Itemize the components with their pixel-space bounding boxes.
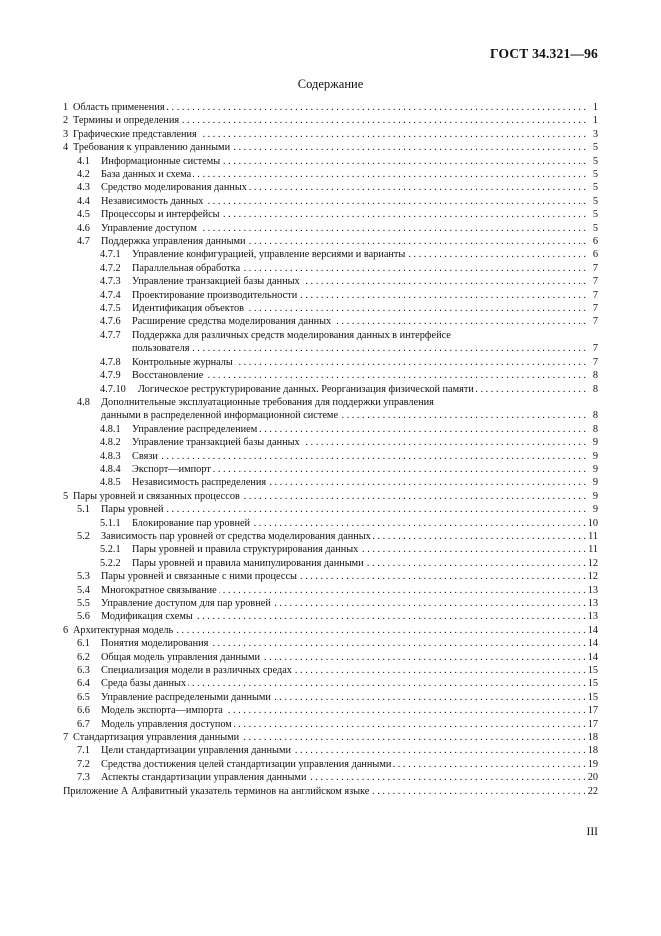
toc-leader-dots [232, 141, 586, 154]
toc-entry-page: 10 [587, 517, 598, 529]
toc-entry-page: 8 [592, 383, 598, 395]
toc-entry-number: 5.2 [77, 530, 90, 542]
toc-entry-title: Связи [132, 450, 158, 462]
toc-entry-page: 15 [587, 691, 598, 703]
toc-entry-title: Управление конфигурацией, управление версиями и варианты [132, 249, 406, 261]
toc-entry-number: 6.4 [77, 678, 90, 690]
toc-leader-dots [308, 771, 585, 784]
toc-entry-number: 5.1.1 [100, 517, 121, 529]
toc-entry[interactable] [63, 597, 598, 610]
toc-leader-dots [166, 503, 586, 516]
toc-entry-title: Независимость распределения [132, 477, 267, 489]
toc-leader-dots [193, 168, 586, 181]
toc-entry-page: 20 [587, 772, 598, 784]
toc-entry[interactable] [63, 369, 598, 382]
toc-entry-title: Архитектурная модель [73, 624, 174, 636]
toc-entry[interactable] [63, 155, 598, 168]
toc-entry-page: 22 [587, 785, 598, 797]
toc-entry-title: Требования к управлению данными [73, 142, 231, 154]
toc-entry-page: 1 [592, 115, 598, 127]
toc-entry[interactable] [63, 248, 598, 261]
toc-entry[interactable] [63, 450, 598, 463]
toc-entry-number: 5.4 [77, 584, 90, 596]
toc-entry-title: данными в распределенной информационной системе [101, 410, 339, 422]
toc-entry-number: 5 [63, 490, 69, 502]
toc-leader-dots [299, 570, 586, 583]
toc-entry[interactable] [63, 222, 598, 235]
toc-entry-number: 4.5 [77, 209, 90, 221]
toc-entry-title: Многократное связывание [101, 584, 217, 596]
toc-leader-dots [268, 476, 586, 489]
toc-leader-dots [262, 651, 586, 664]
toc-entry-title: Понятия моделирования [101, 638, 209, 650]
toc-entry[interactable] [63, 235, 598, 248]
toc-entry-page: 9 [592, 437, 598, 449]
toc-entry[interactable] [63, 423, 598, 436]
toc-entry[interactable] [63, 651, 598, 664]
toc-leader-dots [476, 383, 586, 396]
toc-entry-page: 12 [587, 571, 598, 583]
toc-entry[interactable] [63, 543, 598, 556]
toc-entry-number: 3 [63, 128, 69, 140]
toc-entry-page: 11 [588, 544, 598, 556]
toc-entry-page: 1 [592, 101, 598, 113]
toc-entry-title: Блокирование пар уровней [132, 517, 251, 529]
toc-leader-dots [302, 436, 586, 449]
toc-entry-number: 5.1 [77, 504, 90, 516]
toc-leader-dots [371, 785, 585, 798]
toc-entry-number: 5.6 [77, 611, 90, 623]
toc-entry[interactable] [63, 275, 598, 288]
toc-leader-dots [366, 557, 586, 570]
toc-entry[interactable] [63, 677, 598, 690]
toc-entry-number: 2 [63, 115, 69, 127]
toc-entry-title: Специализация модели в различных средах [101, 665, 292, 677]
toc-entry-page: 18 [587, 745, 598, 757]
toc-leader-dots [242, 490, 586, 503]
toc-entry-number: 4.1 [77, 155, 90, 167]
toc-entry-page: 5 [592, 155, 598, 167]
toc-leader-dots [160, 450, 586, 463]
table-of-contents [63, 101, 598, 798]
toc-entry-number: 4.7.3 [100, 276, 121, 288]
toc-leader-dots [188, 677, 586, 690]
toc-leader-dots [175, 624, 585, 637]
toc-entry-title: пользователя [132, 343, 190, 355]
toc-entry-title: Термины и определения [73, 115, 180, 127]
toc-entry-title: Логическое реструктурирование данных. Реорганизация физической памяти [138, 383, 474, 395]
toc-entry-title: Пары уровней и правила структурирования данных [132, 544, 359, 556]
toc-entry-number: 4.7.10 [100, 383, 126, 395]
toc-entry-number: 4.7.6 [100, 316, 121, 328]
toc-entry-number: 4.8.2 [100, 437, 121, 449]
toc-leader-dots [222, 155, 586, 168]
toc-entry-title: Общая модель управления данными [101, 651, 260, 663]
document-code: ГОСТ 34.321—96 [490, 46, 598, 61]
toc-entry-page: 9 [592, 490, 598, 502]
toc-entry[interactable] [63, 785, 598, 798]
toc-leader-dots [241, 731, 586, 744]
toc-entry-page: 5 [592, 142, 598, 154]
toc-entry-number: 4.7.4 [100, 289, 121, 301]
toc-entry-title: Расширение средства моделирования данных [132, 316, 332, 328]
toc-entry-number: 4.8.4 [100, 463, 121, 475]
toc-entry-title: Поддержка управления данными [101, 236, 246, 248]
toc-entry-page: 14 [587, 651, 598, 663]
toc-entry-title: Поддержка для различных средств моделирования данных в интерфейсе [132, 329, 451, 341]
toc-entry-number: 7.2 [77, 758, 90, 770]
toc-entry[interactable] [63, 610, 598, 623]
toc-entry[interactable] [63, 731, 598, 744]
toc-entry[interactable] [63, 302, 598, 315]
toc-entry-page: 12 [587, 557, 598, 569]
toc-entry-page: 8 [592, 410, 598, 422]
toc-entry[interactable] [63, 704, 598, 717]
toc-entry-title: Средство моделирования данных [101, 182, 247, 194]
toc-entry-page: 17 [587, 705, 598, 717]
toc-leader-dots [199, 128, 586, 141]
toc-entry-title: Графические представления [73, 128, 197, 140]
toc-entry-number: 4.8.3 [100, 450, 121, 462]
toc-leader-dots [259, 423, 586, 436]
toc-entry-number: 5.2.1 [100, 544, 121, 556]
toc-entry-page: 15 [587, 665, 598, 677]
toc-entry-page: 7 [592, 262, 598, 274]
toc-entry-page: 8 [592, 423, 598, 435]
toc-entry-page: 8 [592, 370, 598, 382]
toc-leader-dots [167, 101, 586, 114]
toc-entry[interactable] [63, 289, 598, 302]
toc-entry-page: 13 [587, 584, 598, 596]
toc-entry-title: Параллельная обработка [132, 262, 241, 274]
toc-entry[interactable] [63, 584, 598, 597]
toc-entry[interactable] [63, 181, 598, 194]
toc-leader-dots [213, 463, 586, 476]
toc-entry-title: Область применения [73, 101, 165, 113]
toc-entry-title: Независимость данных [101, 195, 204, 207]
toc-leader-dots [192, 342, 587, 355]
toc-leader-dots [273, 597, 586, 610]
toc-entry-title: Пары уровней и связанные с ними процессы [101, 571, 297, 583]
toc-entry-page: 7 [592, 276, 598, 288]
toc-entry-page: 9 [592, 463, 598, 475]
toc-entry[interactable] [63, 128, 598, 141]
toc-entry-page: 9 [592, 504, 598, 516]
toc-entry-title: Дополнительные эксплуатационные требования для поддержки управления [101, 396, 434, 408]
toc-leader-dots [252, 517, 586, 530]
toc-entry-page: 18 [587, 732, 598, 744]
toc-entry-number: 4 [63, 142, 69, 154]
toc-leader-dots [219, 584, 586, 597]
toc-entry-title: Пары уровней и связанных процессов [73, 490, 240, 502]
toc-entry-title: Модель экспорта—импорта [101, 705, 223, 717]
toc-entry-title: Управление транзакцией базы данных [132, 276, 300, 288]
toc-entry[interactable] [63, 168, 598, 181]
toc-leader-dots [273, 691, 586, 704]
toc-leader-dots [294, 664, 586, 677]
toc-entry[interactable] [63, 476, 598, 489]
toc-leader-dots [246, 302, 586, 315]
toc-entry-page: 7 [592, 343, 598, 355]
toc-entry[interactable] [63, 517, 598, 530]
toc-entry-title: Аспекты стандартизации управления данными [101, 772, 307, 784]
toc-entry-title: Цели стандартизации управления данными [101, 745, 291, 757]
toc-entry-title: Экспорт—импорт [132, 463, 211, 475]
toc-entry-title: Средства достижения целей стандартизации управления данными [101, 758, 392, 770]
toc-entry[interactable] [63, 624, 598, 637]
toc-entry-number: 4.7 [77, 236, 90, 248]
toc-entry-number: 1 [63, 101, 69, 113]
toc-entry[interactable] [63, 664, 598, 677]
toc-entry-number: 5.3 [77, 571, 90, 583]
toc-entry[interactable] [63, 771, 598, 784]
toc-entry-page: 7 [592, 356, 598, 368]
toc-entry-title: Стандартизация управления данными [73, 732, 240, 744]
toc-entry-title: Модель управления доступом [101, 718, 232, 730]
toc-leader-dots [234, 718, 586, 731]
toc-entry-number: 4.7.2 [100, 262, 121, 274]
toc-entry-number: 7.3 [77, 772, 90, 784]
toc-leader-dots [195, 610, 586, 623]
toc-entry-number: 5.2.2 [100, 557, 121, 569]
toc-entry-number: 4.7.9 [100, 370, 121, 382]
toc-entry-title: Пары уровней и правила манипулирования данными [132, 557, 364, 569]
toc-entry[interactable] [63, 114, 598, 127]
toc-entry[interactable] [63, 570, 598, 583]
toc-leader-dots [210, 637, 585, 650]
toc-entry-title: Зависимость пар уровней от средства моделирования данных [101, 530, 371, 542]
toc-entry-number: 4.6 [77, 222, 90, 234]
toc-leader-dots [302, 275, 586, 288]
toc-entry-title: Проектирование производительности [132, 289, 298, 301]
toc-leader-dots [205, 369, 586, 382]
toc-leader-dots [373, 530, 586, 543]
toc-leader-dots [205, 195, 586, 208]
toc-entry-number: 6.1 [77, 638, 90, 650]
toc-entry-title: Управление доступом для пар уровней [101, 598, 271, 610]
toc-leader-dots [340, 409, 586, 422]
toc-entry[interactable] [63, 490, 598, 503]
toc-entry[interactable] [63, 530, 598, 543]
toc-entry-page: 19 [587, 758, 598, 770]
toc-entry-number: 6.7 [77, 718, 90, 730]
toc-entry-page: 5 [592, 195, 598, 207]
toc-entry-number: 4.7.1 [100, 249, 121, 261]
toc-entry-page: 14 [587, 638, 598, 650]
toc-leader-dots [242, 262, 586, 275]
toc-entry-title: Управление транзакцией базы данных [132, 437, 300, 449]
toc-entry[interactable] [63, 503, 598, 516]
toc-entry[interactable] [63, 141, 598, 154]
toc-entry-page: 7 [592, 316, 598, 328]
toc-leader-dots [181, 114, 586, 127]
page-number: III [586, 826, 598, 838]
toc-entry-title: Информационные системы [101, 155, 221, 167]
toc-entry-number: 4.8 [77, 396, 90, 408]
toc-entry-page: 13 [587, 598, 598, 610]
toc-entry-title: Управление распределением [132, 423, 258, 435]
toc-entry[interactable] [63, 356, 598, 369]
toc-entry-page: 11 [588, 530, 598, 542]
toc-entry-page: 5 [592, 169, 598, 181]
toc-entry-page: 14 [587, 624, 598, 636]
toc-entry-page: 17 [587, 718, 598, 730]
toc-entry[interactable] [63, 383, 598, 396]
toc-entry-page: 9 [592, 450, 598, 462]
toc-entry-number: 6.3 [77, 665, 90, 677]
toc-entry-page: 5 [592, 209, 598, 221]
toc-entry-number: 5.5 [77, 598, 90, 610]
toc-entry[interactable] [63, 637, 598, 650]
toc-entry-number: 4.4 [77, 195, 90, 207]
toc-entry[interactable] [63, 396, 598, 409]
toc-entry[interactable] [63, 691, 598, 704]
toc-leader-dots [360, 543, 586, 556]
toc-entry-page: 7 [592, 303, 598, 315]
toc-entry-number: 4.7.5 [100, 303, 121, 315]
toc-entry-page: 9 [592, 477, 598, 489]
toc-entry[interactable] [63, 208, 598, 221]
toc-leader-dots [299, 289, 586, 302]
toc-entry-page: 5 [592, 182, 598, 194]
toc-entry-page: 6 [592, 249, 598, 261]
toc-leader-dots [293, 745, 586, 758]
toc-leader-dots [235, 356, 586, 369]
toc-entry-page: 5 [592, 222, 598, 234]
toc-entry[interactable] [63, 758, 598, 771]
toc-entry-page: 13 [587, 611, 598, 623]
toc-leader-dots [407, 248, 586, 261]
toc-entry[interactable] [63, 436, 598, 449]
toc-entry[interactable] [63, 316, 598, 329]
toc-entry[interactable] [63, 195, 598, 208]
toc-entry[interactable] [63, 463, 598, 476]
toc-entry-title: Контрольные журналы [132, 356, 233, 368]
toc-leader-dots [248, 235, 586, 248]
toc-entry[interactable] [63, 745, 598, 758]
toc-entry[interactable] [63, 342, 598, 355]
toc-entry-number: 4.3 [77, 182, 90, 194]
toc-entry-number: 4.8.1 [100, 423, 121, 435]
toc-title: Содержание [297, 77, 364, 91]
toc-entry[interactable] [63, 329, 598, 342]
toc-entry-number: 4.7.8 [100, 356, 121, 368]
toc-entry-number: 6.5 [77, 691, 90, 703]
toc-leader-dots [222, 208, 586, 221]
toc-entry-title: Управление доступом [101, 222, 197, 234]
toc-entry-page: 3 [592, 128, 598, 140]
toc-entry-title: Среда базы данных [101, 678, 187, 690]
toc-entry-page: 15 [587, 678, 598, 690]
toc-entry-title: Управление распределеными данными [101, 691, 271, 703]
toc-entry-title: База данных и схема [101, 169, 192, 181]
toc-entry-page: 6 [592, 236, 598, 248]
toc-entry[interactable] [63, 409, 598, 422]
toc-entry-number: 6 [63, 624, 69, 636]
toc-entry-number: 4.2 [77, 169, 90, 181]
toc-entry-number: 6.2 [77, 651, 90, 663]
toc-entry-number: 7.1 [77, 745, 90, 757]
toc-entry[interactable] [63, 557, 598, 570]
toc-entry-number: 4.7.7 [100, 329, 121, 341]
toc-entry-title: Приложение А Алфавитный указатель терминов на английском языке [63, 785, 370, 797]
toc-entry-title: Модификация схемы [101, 611, 193, 623]
toc-leader-dots [199, 222, 586, 235]
toc-leader-dots [225, 704, 586, 717]
toc-entry-title: Пары уровней [101, 504, 164, 516]
toc-entry-page: 7 [592, 289, 598, 301]
toc-entry-title: Процессоры и интерфейсы [101, 209, 220, 221]
toc-entry-number: 6.6 [77, 705, 90, 717]
toc-entry-title: Восстановление [132, 370, 204, 382]
toc-entry[interactable] [63, 718, 598, 731]
toc-entry-title: Идентификация объектов [132, 303, 244, 315]
toc-entry-number: 7 [63, 732, 69, 744]
toc-entry[interactable] [63, 262, 598, 275]
toc-leader-dots [333, 316, 586, 329]
toc-entry-number: 4.8.5 [100, 477, 121, 489]
toc-leader-dots [249, 181, 586, 194]
toc-entry[interactable] [63, 101, 598, 114]
toc-leader-dots [393, 758, 585, 771]
